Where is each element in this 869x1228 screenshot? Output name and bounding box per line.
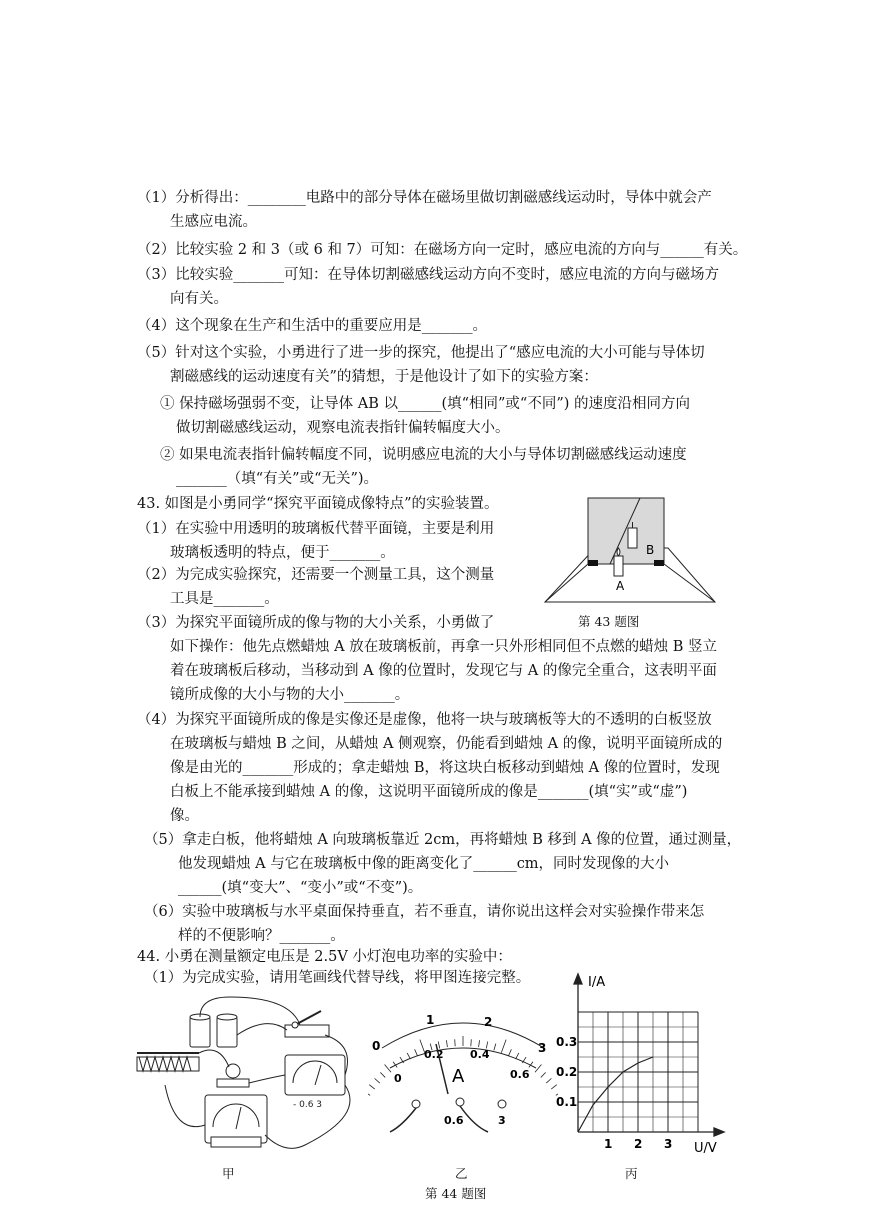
y-axis-arrow	[574, 974, 582, 984]
q42-step1-line1: ① 保持磁场强弱不变，让导体 AB 以______(填“相同”或“不同”) 的速度沿相同方向	[160, 396, 691, 412]
ammeter-small-icon	[285, 1055, 345, 1095]
dial-small-0: 0	[394, 1072, 402, 1085]
q43-item3-line3: 着在玻璃板后移动，当移动到 A 像的位置时，发现它与 A 的像完全重合，这表明平面	[170, 663, 717, 679]
q42-step2-line1: ② 如果电流表指针偏转幅度不同，说明感应电流的大小与导体切割磁感线运动速度	[160, 447, 687, 463]
y-tick-label: 0.2	[556, 1065, 578, 1079]
q43-item5-line1: （5）拿走白板，他将蜡烛 A 向玻璃板靠近 2cm，再将蜡烛 B 移到 A 像的位置，通过测量，	[144, 832, 742, 848]
dial-tick	[509, 1049, 512, 1055]
caption-jia: 甲	[222, 1166, 235, 1181]
x-axis-arrow	[714, 1128, 724, 1136]
q43-item2-line1: （2）为完成实验探究，还需要一个测量工具，这个测量	[137, 567, 495, 583]
q43-title: 43. 如图是小勇同学“探究平面镜成像特点”的实验装置。	[137, 496, 499, 512]
dial-tick	[479, 1040, 480, 1047]
dial-tick	[494, 1044, 496, 1051]
q43-item6-line2: 样的不便影响？_______。	[178, 928, 345, 944]
q43-item2-line2: 工具是_______。	[170, 591, 279, 607]
battery-icon	[190, 1014, 237, 1047]
q43-figure	[540, 492, 720, 610]
q42-item3-line1: （3）比较实验_______可知：在导体切割磁感线运动方向不变时，感应电流的方向与磁场方	[137, 267, 719, 283]
q44-title: 44. 小勇在测量额定电压是 2.5V 小灯泡电功率的实验中：	[137, 949, 512, 965]
q44-item1: （1）为完成实验，请用笔画线代替导线，将甲图连接完整。	[144, 970, 531, 986]
x-tick-label: 3	[664, 1137, 673, 1151]
dial-tick	[407, 1053, 410, 1059]
dial-tick	[385, 1065, 391, 1073]
q42-item1-line1: （1）分析得出：________电路中的部分导体在磁场里做切割磁感线运动时，导体中就会产	[137, 190, 712, 206]
q43-item1-line1: （1）在实验中用透明的玻璃板代替平面镜，主要是利用	[137, 521, 495, 537]
meter-terminal-labels: - 0.6 3	[293, 1100, 323, 1110]
x-tick-label: 2	[634, 1137, 643, 1151]
dial-small-06: 0.6	[510, 1068, 530, 1081]
dial-tick	[516, 1053, 519, 1059]
q43-item4-line5: 像。	[170, 808, 199, 824]
q43-item4-line4: 白板上不能承接到蜡烛 A 的像，这说明平面镜所成的像是_______(填“实”或“虚”)	[170, 784, 688, 800]
caption-yi: 乙	[455, 1166, 468, 1181]
candle-b-label: B	[646, 543, 655, 557]
dial-tick	[369, 1085, 375, 1089]
q43-item3-line2: 如下操作：他先点燃蜡烛 A 放在玻璃板前，再拿一只外形相同但不点燃的蜡烛 B 竖立	[170, 639, 718, 655]
q42-item4: （4）这个现象在生产和生活中的重要应用是_______。	[137, 318, 487, 334]
q42-item5-line1: （5）针对这个实验，小勇进行了进一步的探究，他提出了“感应电流的大小可能与导体切	[137, 345, 705, 361]
terminal-3-label: 3	[498, 1114, 506, 1127]
dial-tick	[535, 1065, 541, 1073]
q42-step2-line2: _______（填“有关”或“无关”)。	[176, 471, 379, 487]
rheostat-icon	[137, 1053, 199, 1071]
dial-tick	[541, 1072, 546, 1077]
ammeter-dial-figure	[368, 1008, 558, 1158]
x-tick-label: 1	[604, 1137, 613, 1151]
dial-tick	[368, 1091, 370, 1095]
y-tick-label: 0.3	[556, 1035, 578, 1049]
q42-item1-line2: 生感应电流。	[170, 214, 257, 230]
q43-item5-line2: 他发现蜡烛 A 与它在玻璃板中像的距离变化了______cm，同时发现像的大小	[178, 856, 670, 872]
dial-unit: A	[452, 1066, 465, 1087]
q42-item2: （2）比较实验 2 和 3（或 6 和 7）可知：在磁场方向一定时，感应电流的方向与______有关。	[137, 242, 748, 258]
q42-item3-line2: 向有关。	[170, 291, 228, 307]
q42-step1-line2: 做切割磁感线运动，观察电流表指针偏转幅度大小。	[176, 420, 510, 436]
iu-curve	[578, 1057, 653, 1132]
q42-item5-line2: 割磁感线的运动速度有关”的猜想，于是他设计了如下的实验方案：	[170, 369, 598, 385]
chart-ylabel: I/A	[588, 975, 606, 990]
dial-tick	[446, 1040, 447, 1047]
dial-small-02: 0.2	[424, 1048, 444, 1061]
q43-item5-line3: ______(填“变大”、“变小”或“不变”)。	[178, 880, 423, 896]
circuit-figure	[125, 995, 375, 1165]
q43-item4-line1: （4）为探究平面镜所成的像是实像还是虚像，他将一块与玻璃板等大的不透明的白板竖放	[137, 712, 712, 728]
candle-a-label: A	[616, 579, 625, 593]
bulb-icon	[217, 1064, 249, 1087]
dial-big-3: 3	[538, 1041, 547, 1055]
q43-item1-line2: 玻璃板透明的特点，便于_______。	[170, 545, 395, 561]
q43-item3-line1: （3）为探究平面镜所成的像与物的大小关系，小勇做了	[137, 615, 495, 631]
q43-item4-line2: 在玻璃板与蜡烛 B 之间，从蜡烛 A 侧观察，仍能看到蜡烛 A 的像，说明平面镜所成的	[170, 736, 723, 752]
terminal-06-label: 0.6	[444, 1114, 464, 1127]
dial-big-0: 0	[372, 1039, 381, 1053]
q44-figure-caption: 第 44 题图	[425, 1186, 487, 1201]
q43-item4-line3: 像是由光的_______形成的；拿走蜡烛 B，将这块白板移动到蜡烛 A 像的位置时，发现	[170, 760, 720, 776]
dial-small-04: 0.4	[470, 1048, 490, 1061]
chart-xlabel: U/V	[694, 1141, 717, 1156]
q43-item6-line1: （6）实验中玻璃板与水平桌面保持垂直，若不垂直，请你说出这样会对实验操作带来怎	[144, 904, 705, 920]
q43-figure-caption: 第 43 题图	[578, 614, 640, 629]
dial-big-1: 1	[426, 1013, 435, 1027]
switch-icon	[285, 1011, 329, 1037]
caption-bing: 丙	[625, 1166, 638, 1181]
terminal-icon	[412, 1098, 506, 1108]
iu-chart	[548, 972, 728, 1160]
dial-big-2: 2	[484, 1015, 493, 1029]
dial-tick	[380, 1072, 385, 1077]
voltmeter-icon	[205, 1095, 267, 1147]
dial-tick	[501, 1040, 506, 1053]
dial-tick	[415, 1049, 418, 1055]
y-tick-label: 0.1	[556, 1095, 578, 1109]
q43-item3-line4: 镜所成像的大小与物的大小_______。	[170, 687, 410, 703]
dial-tick	[375, 1078, 380, 1083]
